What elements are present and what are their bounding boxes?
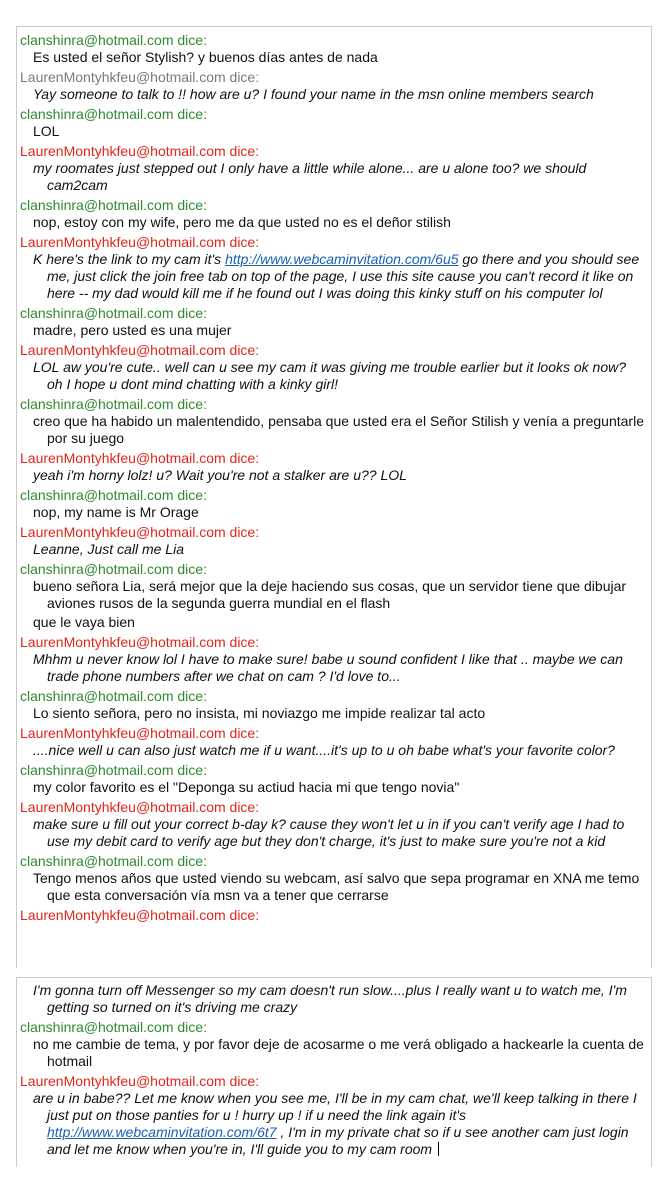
message-text: go there and you should see me, just click the join free tab on top of the page, I use this site cause you can't record it like on here -- my dad would kill me if he found out I was doing this kinky stuff on his computer lol (47, 251, 640, 301)
message-text: Leanne, Just call me Lia (33, 541, 184, 557)
sender-header: clanshinra@hotmail.com dice: (20, 106, 207, 122)
sender-header: LaurenMontyhkfeu@hotmail.com dice: (20, 725, 260, 741)
message-body (20, 160, 651, 194)
message-body (20, 359, 651, 393)
sender-header: LaurenMontyhkfeu@hotmail.com dice: (20, 143, 260, 159)
sender-header: clanshinra@hotmail.com dice: (20, 762, 207, 778)
message-body (20, 651, 651, 685)
message-text: ....nice well u can also just watch me if u want....it's up to u oh babe what's your favorite color? (33, 742, 615, 758)
sender-header: clanshinra@hotmail.com dice: (20, 853, 207, 869)
message-body (20, 413, 651, 447)
message-text: are u in babe?? Let me know when you see me, I'll be in my cam chat, we'll keep talking in there I just put on those panties for u ! hurry up ! if u need the link again it's (33, 1090, 637, 1123)
sender-header: LaurenMontyhkfeu@hotmail.com dice: (20, 1073, 260, 1089)
sender-header: clanshinra@hotmail.com dice: (20, 561, 207, 577)
message-body (20, 467, 651, 484)
message-text: my roomates just stepped out I only have a little while alone... are u alone too? we should cam2cam (33, 160, 587, 193)
sender-header: LaurenMontyhkfeu@hotmail.com dice: (20, 450, 260, 466)
message-text: Tengo menos años que usted viendo su webcam, así salvo que sepa programar en XNA me temo que esta conversación vía msn va a tener que cerrarse (33, 870, 640, 903)
message-body (20, 982, 651, 1016)
message-text: yeah i'm horny lolz! u? Wait you're not a stalker are u?? LOL (33, 467, 407, 483)
message-body (20, 578, 651, 612)
message-body (20, 779, 651, 796)
message-text: Lo siento señora, pero no insista, mi noviazgo me impide realizar tal acto (33, 705, 486, 721)
message-body (20, 742, 651, 759)
sender-header: LaurenMontyhkfeu@hotmail.com dice: (20, 234, 260, 250)
sender-header: LaurenMontyhkfeu@hotmail.com dice: (20, 69, 260, 85)
sender-header: LaurenMontyhkfeu@hotmail.com dice: (20, 907, 260, 923)
message-text: I'm gonna turn off Messenger so my cam doesn't run slow....plus I really want u to watch me, I'm getting so turned on it's driving me crazy (33, 982, 627, 1015)
message-body (20, 123, 651, 140)
message-text: Mhhm u never know lol I have to make sure! babe u sound confident I like that .. maybe we can trade phone numbers after we chat on cam ? I'd love to... (33, 651, 623, 684)
sender-header: clanshinra@hotmail.com dice: (20, 396, 207, 412)
sender-header: LaurenMontyhkfeu@hotmail.com dice: (20, 634, 260, 650)
message-text: LOL aw you're cute.. well can u see my cam it was giving me trouble earlier but it looks ok now? oh I hope u dont mind chatting with a kinky girl! (33, 359, 627, 392)
message-body (20, 49, 651, 66)
message-body (20, 86, 651, 103)
conversation-history-panel[interactable] (16, 26, 652, 968)
sender-header: clanshinra@hotmail.com dice: (20, 305, 207, 321)
conversation-continued-panel[interactable] (16, 977, 652, 1167)
message-text: nop, my name is Mr Orage (33, 504, 199, 520)
message-body (20, 816, 651, 850)
message-text: bueno señora Lia, será mejor que la deje haciendo sus cosas, que un servidor tiene que dibujar aviones rusos de la segunda guerra mundial en el flash (33, 578, 627, 611)
message-body (20, 504, 651, 521)
message-body (20, 1036, 651, 1070)
message-text: LOL (33, 123, 60, 139)
message-text: creo que ha habido un malentendido, pensaba que usted era el Señor Stilish y venía a preguntarle por su juego (33, 413, 644, 446)
message-body (20, 1090, 651, 1158)
sender-header: LaurenMontyhkfeu@hotmail.com dice: (20, 799, 260, 815)
message-body: que le vaya bien (33, 614, 135, 630)
sender-header: clanshinra@hotmail.com dice: (20, 487, 207, 503)
sender-header: clanshinra@hotmail.com dice: (20, 1019, 207, 1035)
message-body (20, 705, 651, 722)
sender-header: clanshinra@hotmail.com dice: (20, 197, 207, 213)
message-text: nop, estoy con my wife, pero me da que usted no es el deñor stilish (33, 214, 451, 230)
sender-header: clanshinra@hotmail.com dice: (20, 688, 207, 704)
message-text: Yay someone to talk to !! how are u? I found your name in the msn online members search (33, 86, 594, 102)
message-list (17, 27, 651, 924)
message-text: , I'm in my private chat so if u see another cam just login and let me know when you're in, I'll guide you to my cam room (47, 1124, 629, 1157)
message-text: make sure u fill out your correct b-day k? cause they won't let u in if you can't verify age I had to use my debit card to verify age but they don't charge, it's just to make sure you're not a kid (33, 816, 625, 849)
message-text: K here's the link to my cam it's (33, 251, 226, 267)
message-text: madre, pero usted es una mujer (33, 322, 232, 338)
sender-header: LaurenMontyhkfeu@hotmail.com dice: (20, 524, 260, 540)
message-body (20, 251, 651, 302)
sender-header: LaurenMontyhkfeu@hotmail.com dice: (20, 342, 260, 358)
message-body (20, 541, 651, 558)
message-text: Es usted el señor Stylish? y buenos días antes de nada (33, 49, 378, 65)
sender-header: clanshinra@hotmail.com dice: (20, 32, 207, 48)
message-link[interactable]: http://www.webcaminvitation.com/6t7 (47, 1124, 277, 1140)
message-body (20, 870, 651, 904)
message-text: my color favorito es el "Deponga su actiud hacia mi que tengo novia" (33, 779, 460, 795)
text-cursor (438, 1142, 439, 1156)
message-list (17, 978, 651, 1158)
message-link[interactable]: http://www.webcaminvitation.com/6u5 (225, 251, 459, 267)
message-body (20, 322, 651, 339)
message-body (20, 214, 651, 231)
message-text: no me cambie de tema, y por favor deje de acosarme o me verá obligado a hackearle la cuenta de hotmail (33, 1036, 644, 1069)
